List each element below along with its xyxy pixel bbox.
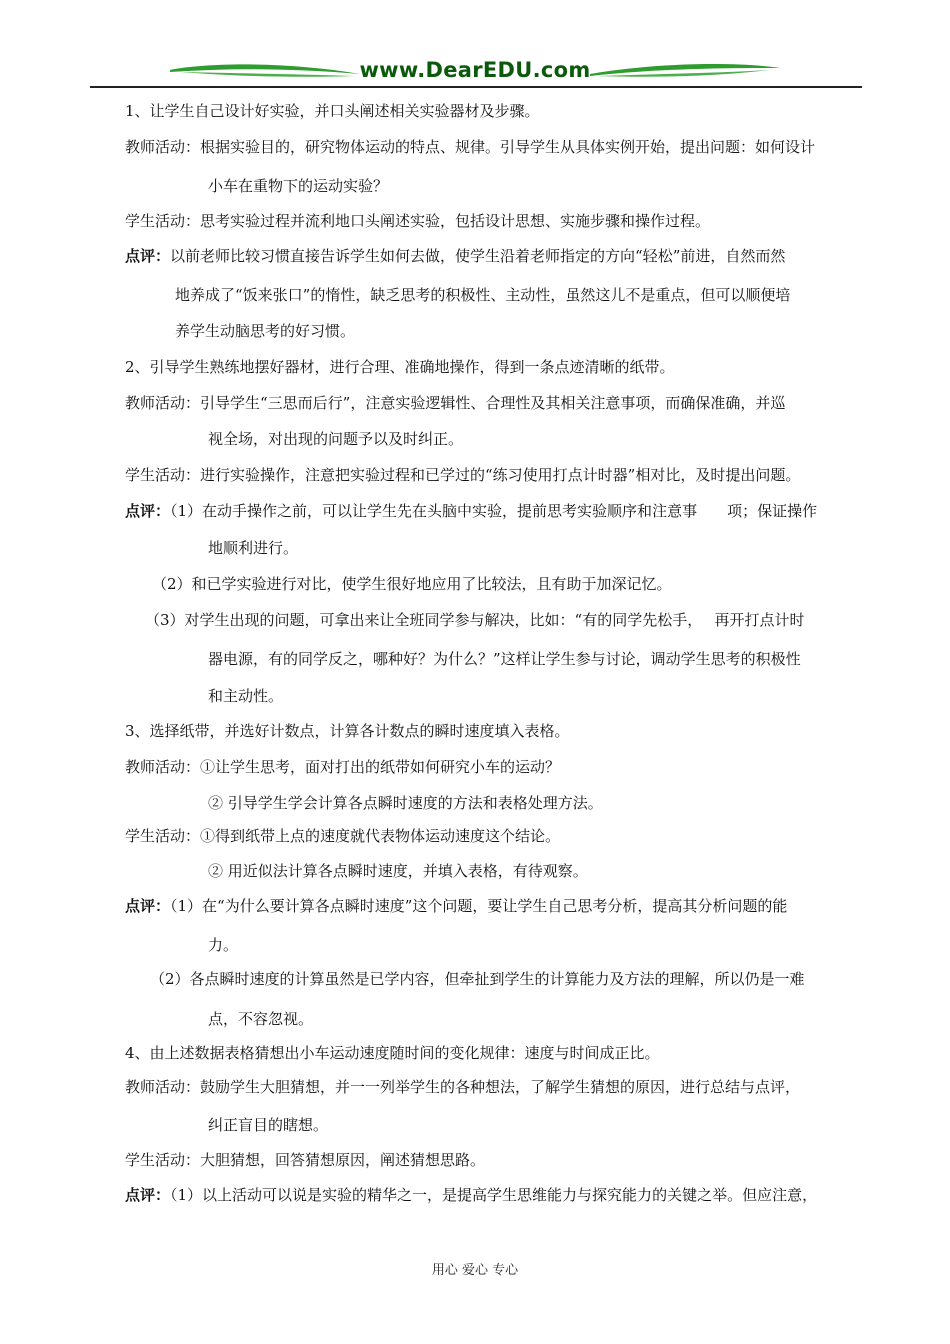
paragraph-line: 小车在重物下的运动实验？ <box>208 177 389 195</box>
paragraph-line: 学生活动：进行实验操作，注意把实验过程和已学过的“练习使用打点计时器”相对比，及时提出问题。 <box>125 466 801 484</box>
paragraph-line: 器电源，有的同学反之，哪种好？为什么？”这样让学生参与讨论，调动学生思考的积极性 <box>208 650 801 668</box>
paragraph-line: 点评：（1）在“为什么要计算各点瞬时速度”这个问题，要让学生自己思考分析，提高其分析问题的能 <box>125 897 788 915</box>
paragraph-line: 和主动性。 <box>208 687 284 705</box>
page-header <box>0 0 950 100</box>
paragraph-line: 4、由上述数据表格猜想出小车运动速度随时间的变化规律：速度与时间成正比。 <box>125 1044 660 1062</box>
paragraph-line: ② 用近似法计算各点瞬时速度，并填入表格，有待观察。 <box>208 862 588 880</box>
paragraph-line: 视全场，对出现的问题予以及时纠正。 <box>208 430 464 448</box>
paragraph-line: 教师活动：①让学生思考，面对打出的纸带如何研究小车的运动？ <box>125 758 561 776</box>
right-swoosh-decoration <box>590 60 780 82</box>
comment-label: 点评： <box>125 1186 171 1204</box>
paragraph-line: 学生活动：思考实验过程并流利地口头阐述实验，包括设计思想、实施步骤和操作过程。 <box>125 212 711 230</box>
comment-label: 点评： <box>125 247 171 265</box>
paragraph-line: 2、引导学生熟练地摆好器材，进行合理、准确地操作，得到一条点迹清晰的纸带。 <box>125 358 675 376</box>
comment-label: 点评： <box>125 897 171 915</box>
paragraph-line: 点评：以前老师比较习惯直接告诉学生如何去做，使学生沿着老师指定的方向“轻松”前进，自然而然 <box>125 247 786 265</box>
paragraph-line: 教师活动：引导学生“三思而后行”，注意实验逻辑性、合理性及其相关注意事项，而确保准确，并巡 <box>125 394 786 412</box>
paragraph-line: 学生活动：大胆猜想，回答猜想原因，阐述猜想思路。 <box>125 1151 486 1169</box>
paragraph-line: 点评：（1）在动手操作之前，可以让学生先在头脑中实验，提前思考实验顺序和注意事 项；保证操作 <box>125 502 818 520</box>
paragraph-line: 点评：（1）以上活动可以说是实验的精华之一，是提高学生思维能力与探究能力的关键之举。但应注意， <box>125 1186 818 1204</box>
paragraph-line: （2）和已学实验进行对比，使学生很好地应用了比较法，且有助于加深记忆。 <box>152 575 672 593</box>
paragraph-line: （3）对学生出现的问题，可拿出来让全班同学参与解决，比如：“有的同学先松手， 再开打点计时 <box>145 611 805 629</box>
paragraph-line: 点，不容忽视。 <box>208 1010 314 1028</box>
header-rule <box>90 86 862 88</box>
comment-label: 点评： <box>125 502 171 520</box>
paragraph-line: 1、让学生自己设计好实验，并口头阐述相关实验器材及步骤。 <box>125 102 540 120</box>
site-logo-text: www.DearEDU.com <box>359 58 591 82</box>
paragraph-line: ② 引导学生学会计算各点瞬时速度的方法和表格处理方法。 <box>208 794 603 812</box>
paragraph-line: 地顺利进行。 <box>208 539 299 557</box>
page-footer: 用心 爱心 专心 <box>431 1263 519 1278</box>
paragraph-line: 教师活动：鼓励学生大胆猜想，并一一列举学生的各种想法，了解学生猜想的原因，进行总结与点评， <box>125 1078 801 1096</box>
paragraph-line: 养学生动脑思考的好习惯。 <box>175 322 356 340</box>
paragraph-line: 地养成了“饭来张口”的惰性，缺乏思考的积极性、主动性，虽然这儿不是重点，但可以顺便培 <box>175 286 791 304</box>
paragraph-line: 3、选择纸带，并选好计数点，计算各计数点的瞬时速度填入表格。 <box>125 722 570 740</box>
paragraph-line: 学生活动：①得到纸带上点的速度就代表物体运动速度这个结论。 <box>125 827 561 845</box>
paragraph-line: 力。 <box>208 936 239 954</box>
paragraph-line: 教师活动：根据实验目的，研究物体运动的特点、规律。引导学生从具体实例开始，提出问题：如何设计 <box>125 138 816 156</box>
paragraph-line: （2）各点瞬时速度的计算虽然是已学内容，但牵扯到学生的计算能力及方法的理解，所以仍是一难 <box>150 970 805 988</box>
paragraph-line: 纠正盲目的瞎想。 <box>208 1116 329 1134</box>
